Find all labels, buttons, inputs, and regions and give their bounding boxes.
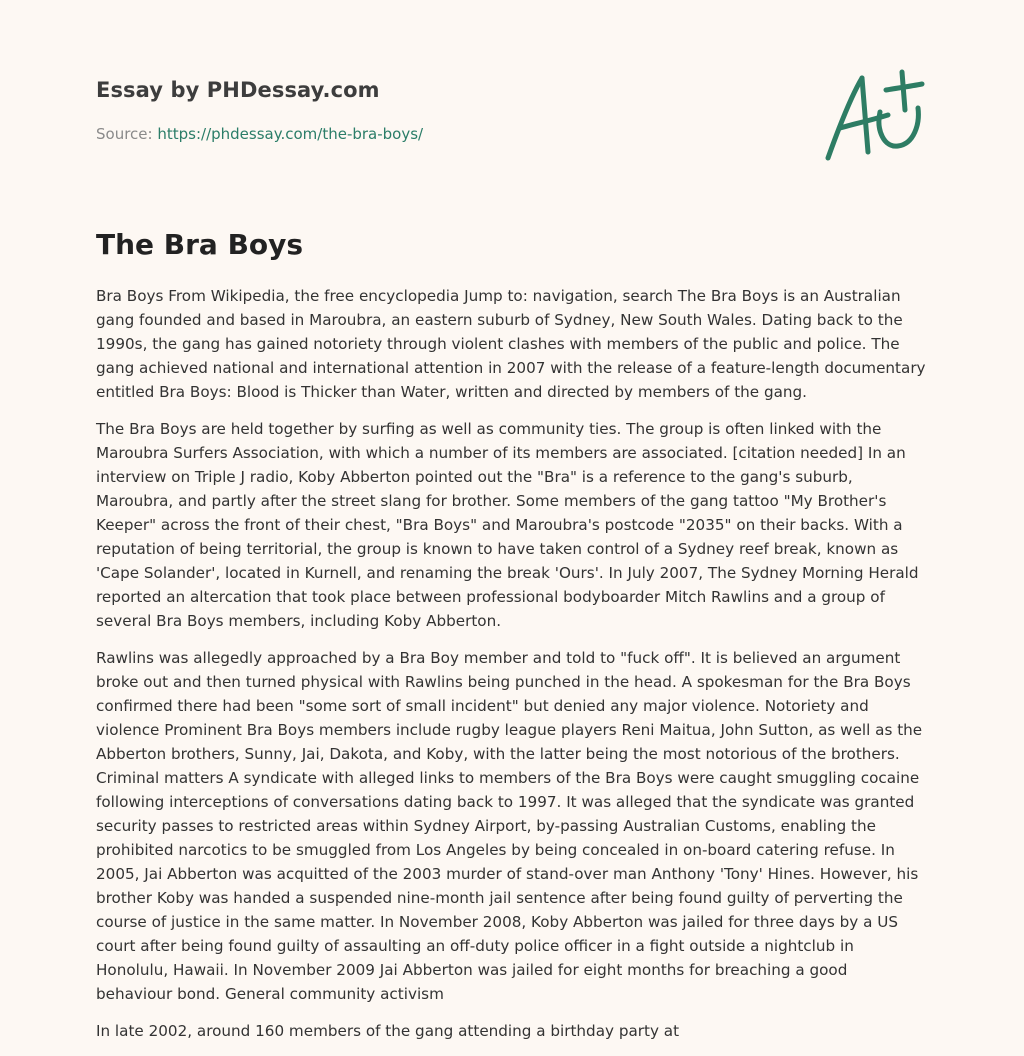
article-body xyxy=(96,284,926,1056)
article-paragraph: The Bra Boys are held together by surfing as well as community ties. The group is often linked with the Maroubra Surfers Association, with which a number of its members are associated. [citation needed] In an interview on Triple J radio, Koby Abberton pointed out the "Bra" is a reference to the gang's suburb, Maroubra, and partly after the street slang for brother. Some members of the gang tattoo "My Brother's Keeper" across the front of their chest, "Bra Boys" and Maroubra's postcode "2035" on their backs. With a reputation of being territorial, the group is known to have taken control of a Sydney reef break, known as 'Cape Solander', located in Kurnell, and renaming the break 'Ours'. In July 2007, The Sydney Morning Herald reported an altercation that took place between professional bodyboarder Mitch Rawlins and a group of several Bra Boys members, including Koby Abberton. xyxy=(96,420,919,630)
article-title: The Bra Boys xyxy=(96,228,304,261)
source-label: Source: xyxy=(96,125,153,143)
site-header xyxy=(96,76,696,144)
site-title: Essay by PHDessay.com xyxy=(96,78,380,102)
source-line xyxy=(96,124,696,144)
article-paragraph: In late 2002, around 160 members of the gang attending a birthday party at xyxy=(96,1022,680,1040)
source-link[interactable]: https://phdessay.com/the-bra-boys/ xyxy=(157,125,424,143)
a-plus-logo-icon xyxy=(822,68,926,164)
article-paragraph: Bra Boys From Wikipedia, the free encyclopedia Jump to: navigation, search The Bra Boys is an Australian gang founded and based in Maroubra, an eastern suburb of Sydney, New South Wales. Dating back to the 1990s, the gang has gained notoriety through violent clashes with members of the public and police. The gang achieved national and international attention in 2007 with the release of a feature-length documentary entitled Bra Boys: Blood is Thicker than Water, written and directed by members of the gang. xyxy=(96,287,926,401)
article-paragraph: Rawlins was allegedly approached by a Bra Boy member and told to "fuck off". It is believed an argument broke out and then turned physical with Rawlins being punched in the head. A spokesman for the Bra Boys confirmed there had been "some sort of small incident" but denied any major violence. Notoriety and violence Prominent Bra Boys members include rugby league players Reni Maitua, John Sutton, as well as the Abberton brothers, Sunny, Jai, Dakota, and Koby, with the latter being the most notorious of the brothers. Criminal matters A syndicate with alleged links to members of the Bra Boys were caught smuggling cocaine following interceptions of conversations dating back to 1997. It was alleged that the syndicate was granted security passes to restricted areas within Sydney Airport, by-passing Australian Customs, enabling the prohibited narcotics to be smuggled from Los Angeles by being concealed in on-board catering refuse. In 2005, Jai Abberton was acquitted of the 2003 murder of stand-over man Anthony 'Tony' Hines. However, his brother Koby was handed a suspended nine-month jail sentence after being found guilty of perverting the course of justice in the same matter. In November 2008, Koby Abberton was jailed for three days by a US court after being found guilty of assaulting an off-duty police officer in a fight outside a nightclub in Honolulu, Hawaii. In November 2009 Jai Abberton was jailed for eight months for breaching a good behaviour bond. General community activism xyxy=(96,649,923,1003)
